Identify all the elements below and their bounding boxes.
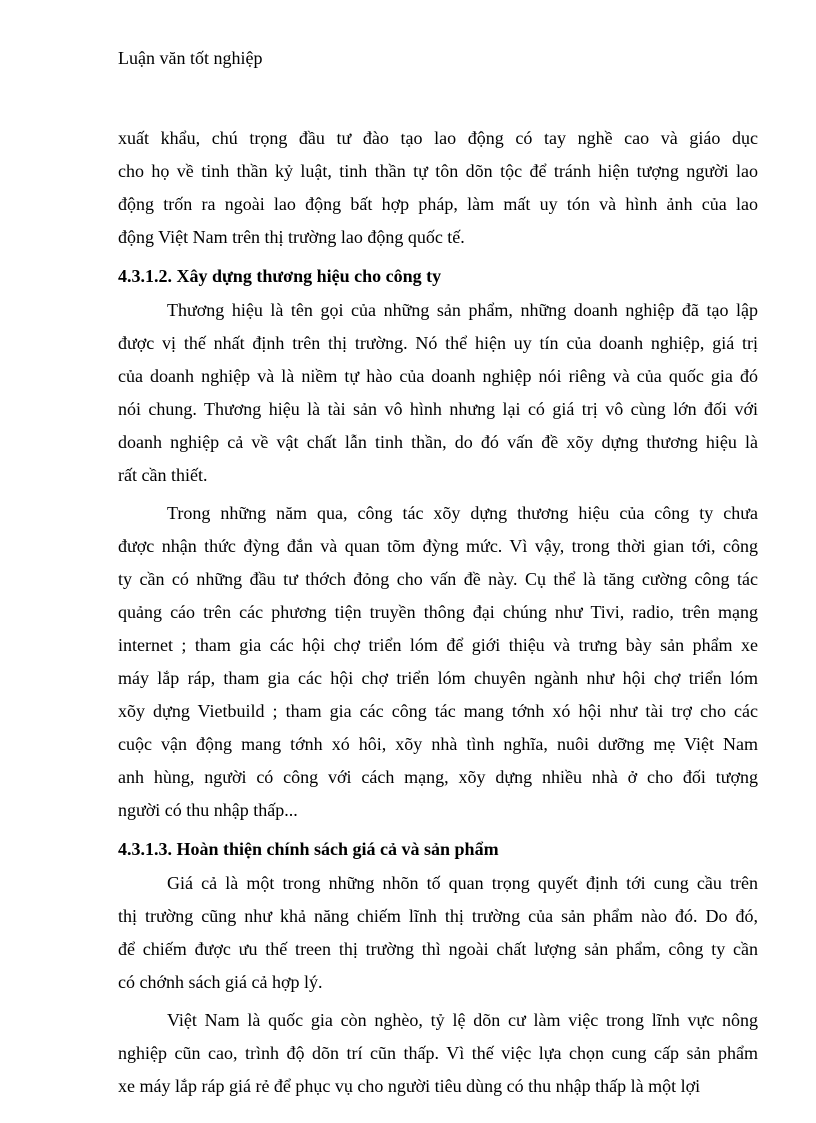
text-line: động trốn ra ngoài lao động bất hợp pháp, làm mất uy tón và hình ảnh của lao xyxy=(118,194,758,214)
text-line: anh hùng, người có công với cách mạng, xõy dựng nhiều nhà ở cho đối tượng xyxy=(118,767,758,787)
text-line: được nhận thức đỳng đắn và quan tõm đỳng mức. Vì vậy, trong thời gian tới, công xyxy=(118,536,758,556)
document-body xyxy=(118,122,758,1108)
text-line: xõy dựng Vietbuild ; tham gia các công tác mang tớnh xó hội như tài trợ cho các xyxy=(118,701,758,721)
page-header: Luận văn tốt nghiệp xyxy=(118,48,263,68)
text-line: doanh nghiệp cả về vật chất lẫn tinh thần, do đó vấn đề xõy dựng thương hiệu là xyxy=(118,432,758,452)
paragraph xyxy=(118,294,758,492)
text-line: cuộc vận động mang tớnh xó hôi, xõy nhà tình nghĩa, nuôi dưỡng mẹ Việt Nam xyxy=(118,734,758,754)
text-line: nói chung. Thương hiệu là tài sản vô hình nhưng lại có giá trị vô cùng lớn đối với xyxy=(118,399,758,419)
text-line: thị trường cũng như khả năng chiếm lĩnh thị trường của sản phẩm nào đó. Do đó, xyxy=(118,906,758,926)
text-line: Thương hiệu là tên gọi của những sản phẩm, những doanh nghiệp đã tạo lập xyxy=(167,300,758,320)
section-heading: 4.3.1.2. Xây dựng thương hiệu cho công ty xyxy=(118,266,442,286)
text-line: quảng cáo trên các phương tiện truyền thông đại chúng như Tivi, radio, trên mạng xyxy=(118,602,758,622)
text-line: xe máy lắp ráp giá rẻ để phục vụ cho người tiêu dùng có thu nhập thấp là một lợi xyxy=(118,1076,701,1096)
text-line: nghiệp cũn cao, trình độ dõn trí cũn thấp. Vì thế việc lựa chọn cung cấp sản phẩm xyxy=(118,1043,758,1063)
section-heading: 4.3.1.3. Hoàn thiện chính sách giá cả và sản phẩm xyxy=(118,839,499,859)
text-line: người có thu nhập thấp... xyxy=(118,800,298,820)
text-line: có chớnh sách giá cả hợp lý. xyxy=(118,972,323,992)
paragraph xyxy=(118,122,758,254)
text-line: cho họ về tinh thần kỷ luật, tinh thần tự tôn dõn tộc để tránh hiện tượng người lao xyxy=(118,161,758,181)
text-line: máy lắp ráp, tham gia các hội chợ triển lóm chuyên ngành như hội chợ triển lóm xyxy=(118,668,758,688)
text-line: được vị thế nhất định trên thị trường. Nó thể hiện uy tín của doanh nghiệp, giá trị xyxy=(118,333,758,353)
paragraph xyxy=(118,497,758,827)
text-line: của doanh nghiệp và là niềm tự hào của doanh nghiệp nói riêng và của quốc gia đó xyxy=(118,366,758,386)
text-line: rất cần thiết. xyxy=(118,465,208,485)
text-line: ty cần có những đầu tư thớch đỏng cho vấn đề này. Cụ thể là tăng cường công tác xyxy=(118,569,758,589)
paragraph xyxy=(118,1004,758,1103)
text-line: Việt Nam là quốc gia còn nghèo, tỷ lệ dõn cư làm việc trong lĩnh vực nông xyxy=(167,1010,758,1030)
text-line: Giá cả là một trong những nhõn tố quan trọng quyết định tới cung cầu trên xyxy=(167,873,758,893)
text-line: để chiếm được ưu thế treen thị trường thì ngoài chất lượng sản phẩm, công ty cần xyxy=(118,939,758,959)
text-line: Trong những năm qua, công tác xõy dựng thương hiệu của công ty chưa xyxy=(167,503,758,523)
paragraph xyxy=(118,867,758,999)
text-line: xuất khẩu, chú trọng đầu tư đào tạo lao động có tay nghề cao và giáo dục xyxy=(118,128,758,148)
text-line: internet ; tham gia các hội chợ triển lóm để giới thiệu và trưng bày sản phẩm xe xyxy=(118,635,758,655)
text-line: động Việt Nam trên thị trường lao động quốc tế. xyxy=(118,227,465,247)
